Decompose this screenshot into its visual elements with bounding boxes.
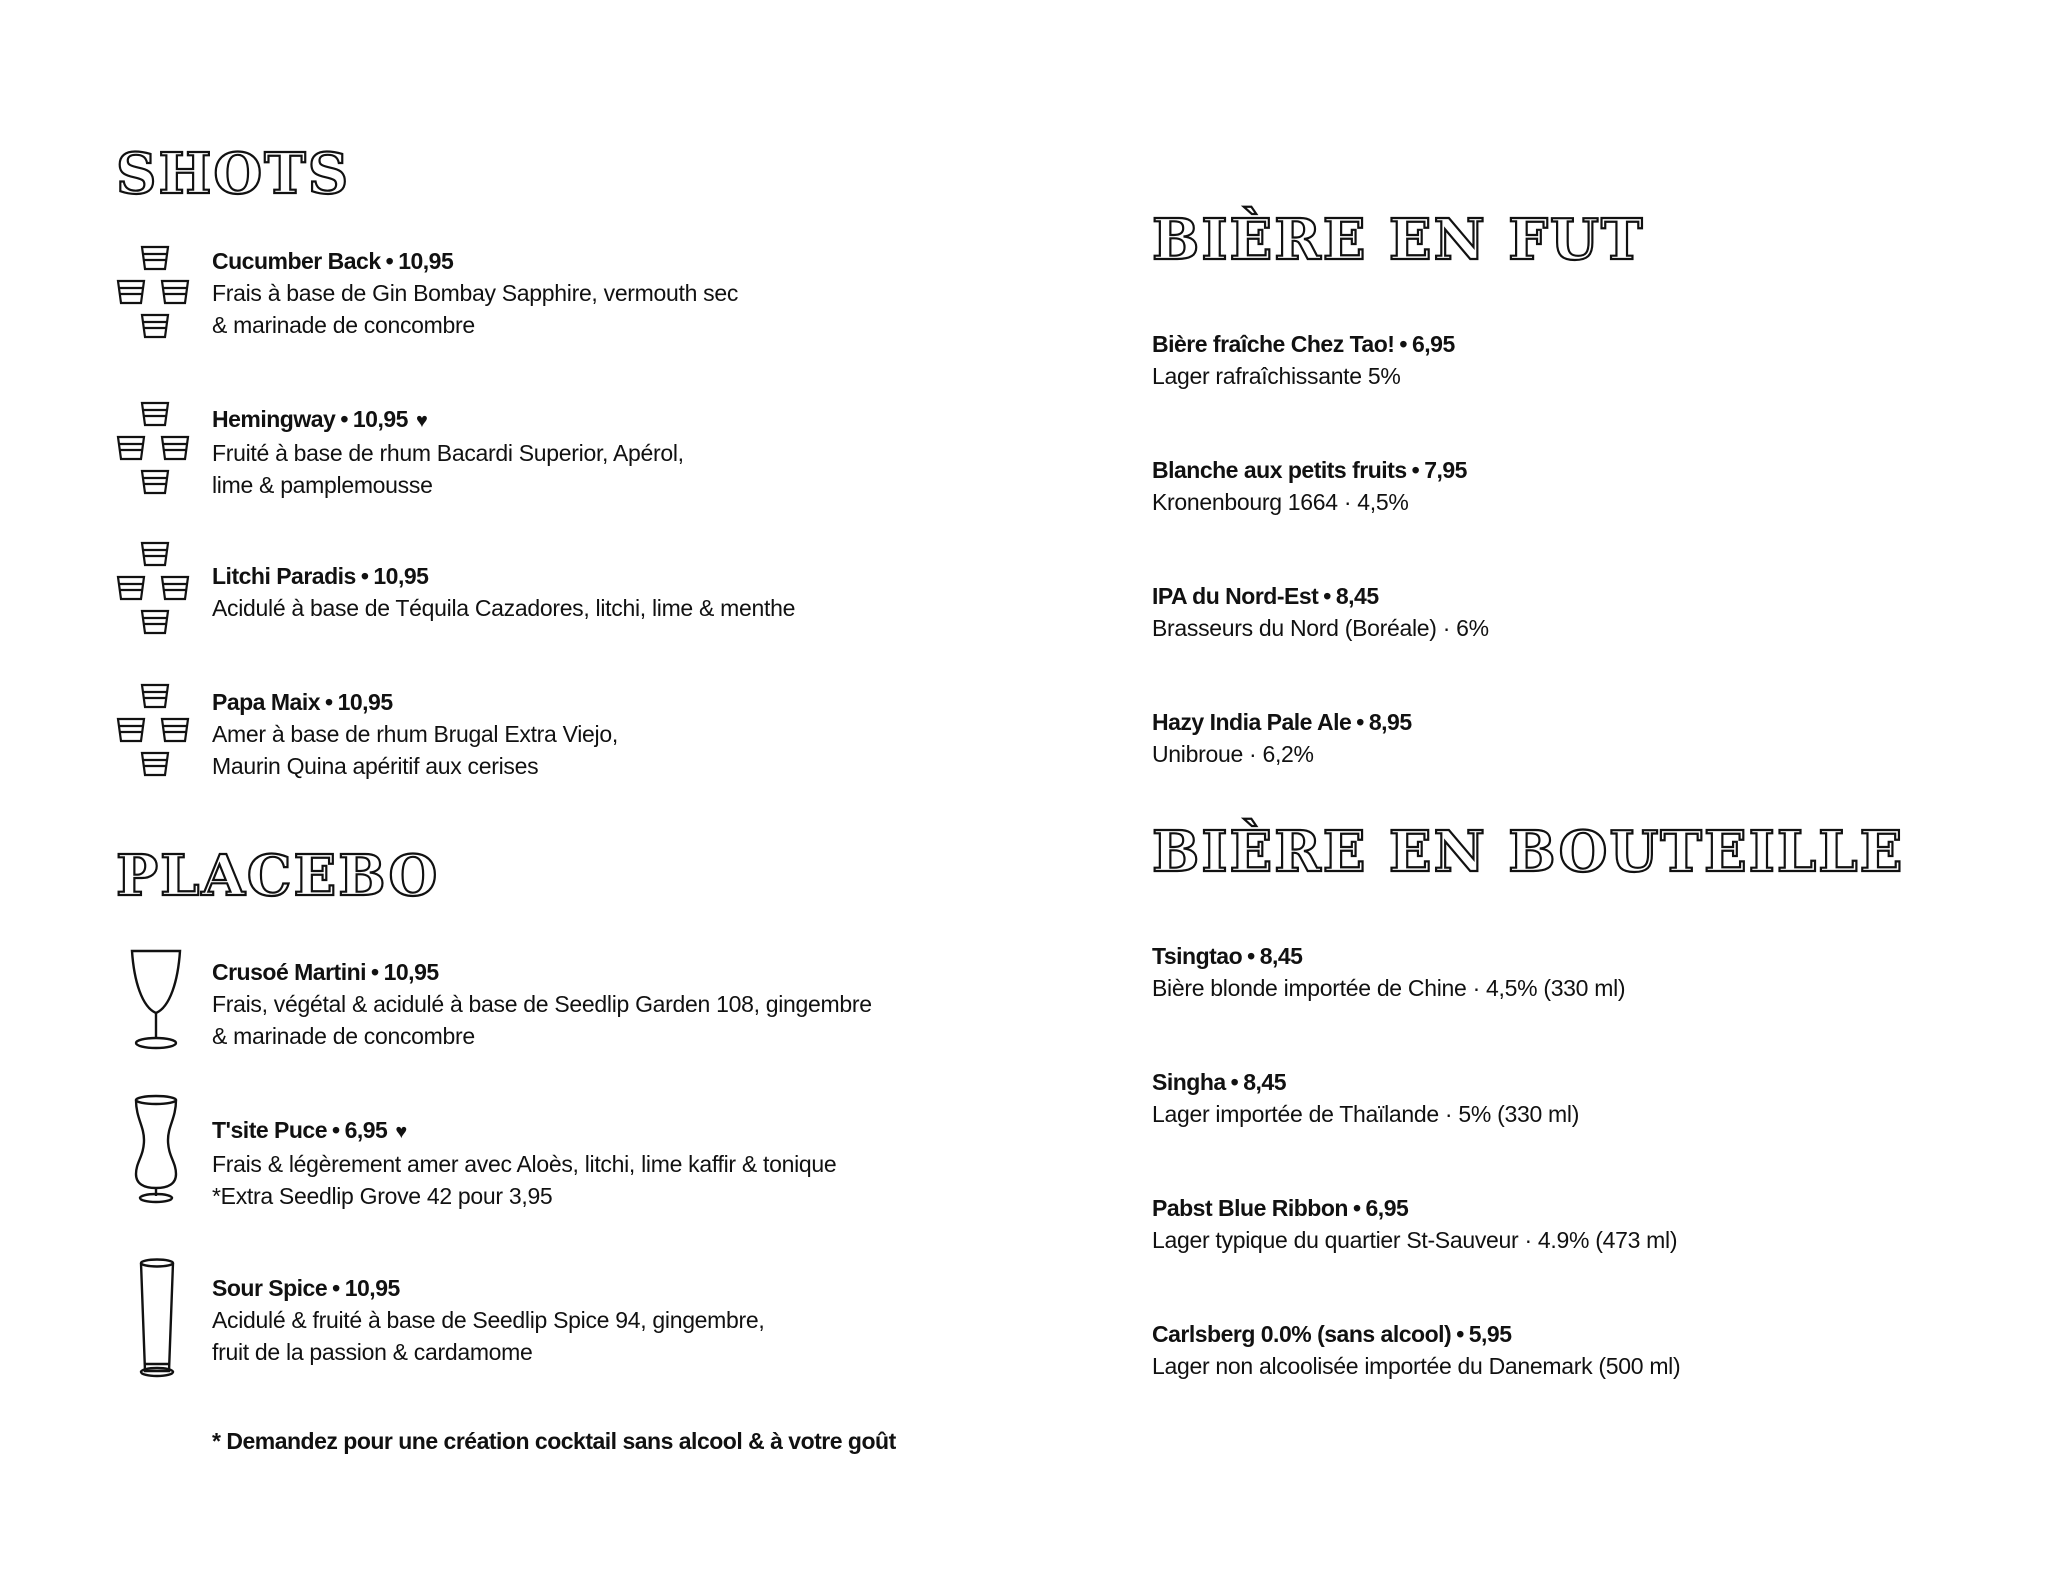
- item-description: Frais à base de Gin Bombay Sapphire, vermouth sec: [212, 280, 739, 306]
- shot-glasses-icon: [116, 244, 196, 346]
- wine-glass-icon: [128, 948, 184, 1050]
- item-price: 8,45: [1243, 1069, 1286, 1095]
- item-name: Carlsberg 0.0% (sans alcool): [1152, 1321, 1452, 1347]
- item-name: Hemingway: [212, 406, 336, 432]
- shot-glasses-icon: [116, 400, 196, 502]
- collins-glass-icon: [136, 1258, 178, 1380]
- item-name: Singha: [1152, 1069, 1226, 1095]
- item-name: Bière fraîche Chez Tao!: [1152, 331, 1395, 357]
- item-price: 5,95: [1468, 1321, 1512, 1347]
- item-description: fruit de la passion & cardamome: [212, 1339, 533, 1365]
- item-price: 10,95: [373, 563, 429, 589]
- item-description: *Extra Seedlip Grove 42 pour 3,95: [212, 1183, 553, 1209]
- item-description: Lager importée de Thaïlande · 5% (330 ml): [1152, 1101, 1580, 1127]
- item-name: Hazy India Pale Ale: [1152, 709, 1352, 735]
- shot-glasses-icon: [116, 540, 196, 642]
- menu-item: Carlsberg 0.0% (sans alcool) • 5,95 Lager non alcoolisée importée du Danemark (500 ml): [1152, 1318, 1680, 1382]
- menu-item: Litchi Paradis • 10,95 Acidulé à base de Téquila Cazadores, litchi, lime & menthe: [212, 560, 795, 624]
- menu-item: Hazy India Pale Ale • 8,95 Unibroue · 6,2%: [1152, 706, 1412, 770]
- item-price: 10,95: [352, 406, 408, 432]
- item-name: Sour Spice: [212, 1275, 328, 1301]
- item-name: Litchi Paradis: [212, 563, 356, 589]
- draft-beer-heading: BIÈRE EN FUT: [1152, 207, 1645, 273]
- item-description: Acidulé à base de Téquila Cazadores, litchi, lime & menthe: [212, 595, 796, 621]
- item-price: 10,95: [398, 248, 454, 274]
- item-description: Lager rafraîchissante 5%: [1152, 363, 1401, 389]
- item-price: 6,95: [1411, 331, 1455, 357]
- item-description: Lager non alcoolisée importée du Danemark (500 ml): [1152, 1353, 1681, 1379]
- menu-item: IPA du Nord-Est • 8,45 Brasseurs du Nord (Boréale) · 6%: [1152, 580, 1489, 644]
- hurricane-glass-icon: [132, 1094, 180, 1204]
- shots-heading: SHOTS: [116, 141, 351, 207]
- bottle-beer-heading: BIÈRE EN BOUTEILLE: [1152, 819, 1905, 885]
- menu-item: Crusoé Martini • 10,95 Frais, végétal & acidulé à base de Seedlip Garden 108, gingembre & marinade de concombre: [212, 956, 872, 1052]
- shot-glasses-icon: [116, 682, 196, 784]
- menu-item: Tsingtao • 8,45 Bière blonde importée de Chine · 4,5% (330 ml): [1152, 940, 1625, 1004]
- item-price: 8,95: [1368, 709, 1412, 735]
- item-name: IPA du Nord-Est: [1152, 583, 1319, 609]
- item-description: Unibroue · 6,2%: [1152, 741, 1314, 767]
- menu-item: Pabst Blue Ribbon • 6,95 Lager typique du quartier St-Sauveur · 4.9% (473 ml): [1152, 1192, 1677, 1256]
- item-name: Pabst Blue Ribbon: [1152, 1195, 1348, 1221]
- heart-icon: ♥: [395, 1121, 407, 1143]
- menu-item: Papa Maix • 10,95 Amer à base de rhum Brugal Extra Viejo, Maurin Quina apéritif aux cerises: [212, 686, 618, 782]
- item-name: T'site Puce: [212, 1117, 328, 1143]
- item-description: & marinade de concombre: [212, 312, 475, 338]
- item-description: Amer à base de rhum Brugal Extra Viejo,: [212, 721, 618, 747]
- item-price: 6,95: [1365, 1195, 1409, 1221]
- item-price: 8,45: [1335, 583, 1379, 609]
- item-description: Kronenbourg 1664 · 4,5%: [1152, 489, 1409, 515]
- item-price: 7,95: [1424, 457, 1467, 483]
- item-description: & marinade de concombre: [212, 1023, 475, 1049]
- item-name: Cucumber Back: [212, 248, 381, 274]
- item-price: 8,45: [1259, 943, 1303, 969]
- menu-item: Blanche aux petits fruits • 7,95 Kronenbourg 1664 · 4,5%: [1152, 454, 1467, 518]
- item-name: Blanche aux petits fruits: [1152, 457, 1407, 483]
- item-name: Crusoé Martini: [212, 959, 367, 985]
- menu-item: Bière fraîche Chez Tao! • 6,95 Lager rafraîchissante 5%: [1152, 328, 1455, 392]
- item-price: 6,95: [344, 1117, 388, 1143]
- item-description: Brasseurs du Nord (Boréale) · 6%: [1152, 615, 1489, 641]
- item-description: Frais, végétal & acidulé à base de Seedlip Garden 108, gingembre: [212, 991, 872, 1017]
- menu-item: T'site Puce • 6,95 ♥ Frais & légèrement amer avec Aloès, litchi, lime kaffir & tonique *Extra Seedlip Grove 42 pour 3,95: [212, 1114, 836, 1212]
- menu-item: Sour Spice • 10,95 Acidulé & fruité à base de Seedlip Spice 94, gingembre, fruit de la passion & cardamome: [212, 1272, 764, 1368]
- menu-item: Cucumber Back • 10,95 Frais à base de Gin Bombay Sapphire, vermouth sec & marinade de concombre: [212, 245, 738, 341]
- placebo-note: * Demandez pour une création cocktail sans alcool & à votre goût: [212, 1428, 896, 1454]
- item-description: lime & pamplemousse: [212, 472, 433, 498]
- menu-item: Singha • 8,45 Lager importée de Thaïlande · 5% (330 ml): [1152, 1066, 1579, 1130]
- item-description: Fruité à base de rhum Bacardi Superior, Apérol,: [212, 440, 684, 466]
- item-name: Papa Maix: [212, 689, 320, 715]
- item-price: 10,95: [337, 689, 393, 715]
- item-price: 10,95: [344, 1275, 400, 1301]
- item-description: Acidulé & fruité à base de Seedlip Spice 94, gingembre,: [212, 1307, 765, 1333]
- item-description: Frais & légèrement amer avec Aloès, litchi, lime kaffir & tonique: [212, 1151, 837, 1177]
- item-description: Maurin Quina apéritif aux cerises: [212, 753, 539, 779]
- heart-icon: ♥: [415, 410, 428, 432]
- menu-item: Hemingway • 10,95 ♥ Fruité à base de rhum Bacardi Superior, Apérol, lime & pamplemousse: [212, 403, 684, 501]
- placebo-heading: PLACEBO: [116, 843, 440, 909]
- item-description: Bière blonde importée de Chine · 4,5% (330 ml): [1152, 975, 1626, 1001]
- item-description: Lager typique du quartier St-Sauveur · 4.9% (473 ml): [1152, 1227, 1678, 1253]
- item-name: Tsingtao: [1152, 943, 1243, 969]
- item-price: 10,95: [383, 959, 439, 985]
